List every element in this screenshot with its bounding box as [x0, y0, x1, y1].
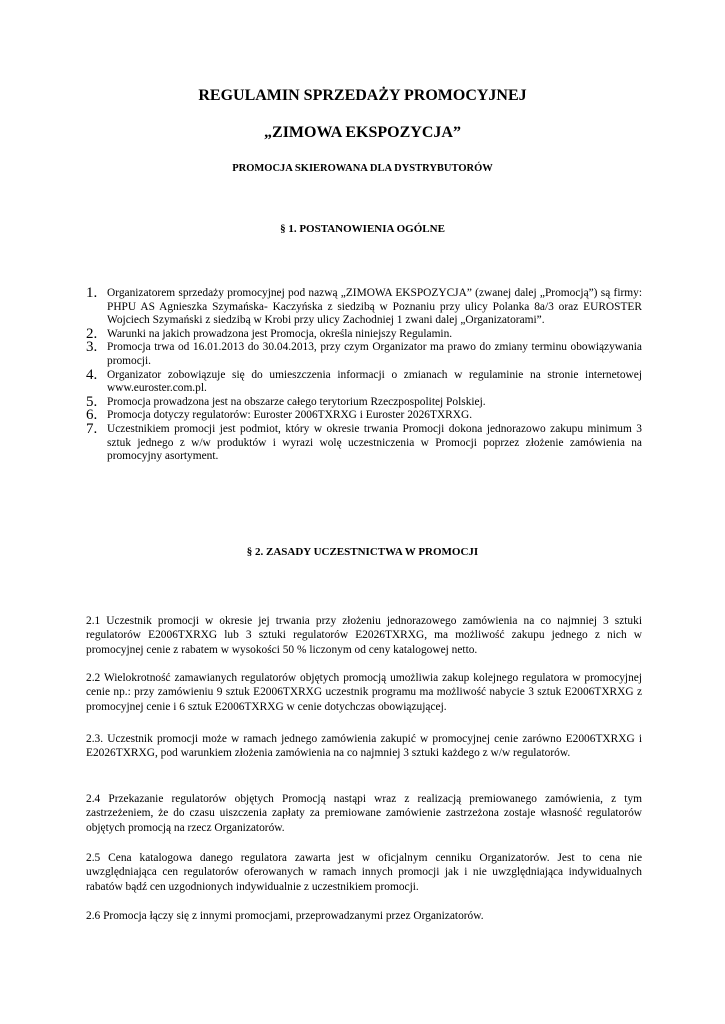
section-2-heading: § 2. ZASADY UCZESTNICTWA W PROMOCJI — [246, 546, 479, 558]
list-item-text: Uczestnikiem promocji jest podmiot, który w okresie trwania Promocji dokona jednorazowo zakupu minimum 3 sztuk jednego z w/w produktów i wyrazi wolę uczestniczenia w Promocji poprzez złożenie zamówienia na promocyjny asortyment. — [107, 422, 642, 463]
list-item — [86, 420, 642, 464]
list-item-text: Organizator zobowiązuje się do umieszczenia informacji o zmianach w regulaminie na stronie internetowej www.euroster.com.pl. — [107, 368, 642, 395]
list-item-number: 7. — [86, 420, 98, 437]
list-item-number: 1. — [86, 285, 98, 301]
paragraph-2-6: 2.6 Promocja łączy się z innymi promocjami, przeprowadzanymi przez Organizatorów. — [86, 910, 484, 922]
promotion-name: „ZIMOWA EKSPOZYCJA” — [264, 124, 461, 141]
paragraph-2-2: 2.2 Wielokrotność zamawianych regulatorów objętych promocją umożliwia zakup kolejnego regulatora w promocyjnej cenie np.: przy zamówieniu 9 sztuk E2006TXRXG uczestnik programu ma możliwość nabycie 3 sztuk E2006TXRXG z promocyjnej cenie i 6 sztuk E2006TXRXG w cenie dotychczas obowiązującej. — [86, 672, 642, 713]
list-item — [86, 287, 642, 328]
section-1-heading: § 1. POSTANOWIENIA OGÓLNE — [280, 223, 445, 235]
list-item-number: 6. — [86, 407, 98, 424]
list-item — [86, 366, 642, 396]
list-item-number: 4. — [86, 366, 98, 383]
paragraph-2-4: 2.4 Przekazanie regulatorów objętych Promocją nastąpi wraz z realizacją premiowanego zamówienia, z tym zastrzeżeniem, że do czasu uiszczenia zapłaty za premiowane zamówienie zastrzeżona zostaje własność regulatorów objętych promocją na rzecz Organizatorów. — [86, 793, 642, 834]
list-item-number: 5. — [86, 393, 98, 410]
list-item-text: Promocja dotyczy regulatorów: Euroster 2006TXRXG i Euroster 2026TXRXG. — [107, 409, 473, 422]
general-provisions-list — [86, 287, 642, 464]
list-item-number: 2. — [86, 325, 98, 342]
list-item — [86, 341, 642, 368]
list-item-text: Promocja prowadzona jest na obszarze całego terytorium Rzeczpospolitej Polskiej. — [107, 395, 486, 408]
list-item-text: Promocja trwa od 16.01.2013 do 30.04.2013, przy czym Organizator ma prawo do zmiany terminu obowiązywania promocji. — [107, 341, 642, 367]
paragraph-2-3: 2.3. Uczestnik promocji może w ramach jednego zamówienia zakupić w promocyjnej cenie zarówno E2006TXRXG i E2026TXRXG, pod warunkiem złożenia zamówienia na co najmniej 3 sztuki każdego z w/w regulatorów. — [86, 733, 642, 760]
document-title: REGULAMIN SPRZEDAŻY PROMOCYJNEJ — [198, 87, 527, 104]
list-item — [86, 393, 642, 410]
paragraph-2-1: 2.1 Uczestnik promocji w okresie jej trwania przy złożeniu jednorazowego zamówienia na co najmniej 3 sztuki regulatorów E2006TXRXG lub 3 sztuki regulatorów E2026TXRXG, ma możliwość zakupu jednego z nich w promocyjnej cenie z rabatem w wysokości 50 % liczonym od ceny katalogowej netto. — [86, 615, 642, 656]
promotion-audience: PROMOCJA SKIEROWANA DLA DYSTRYBUTORÓW — [232, 163, 493, 174]
list-item-number: 3. — [86, 339, 98, 356]
paragraph-2-5: 2.5 Cena katalogowa danego regulatora zawarta jest w oficjalnym cenniku Organizatorów. Jest to cena nie uwzględniająca cen regulatorów oferowanych w ramach innych promocji jak i nie uwzględniająca indywidualnych rabatów bądź cen uzgodnionych indywidualnie z uczestnikiem promocji. — [86, 852, 642, 893]
list-item — [86, 409, 642, 423]
list-item — [86, 325, 642, 342]
list-item-text: Organizatorem sprzedaży promocyjnej pod nazwą „ZIMOWA EKSPOZYCJA” (zwanej dalej „Promocją”) są firmy: PHPU AS Agnieszka Szymańska- Kaczyńska z siedzibą w Poznaniu przy ulicy Polanka 8a/3 oraz EUROSTER Wojciech Szymański z siedzibą w Krobi przy ulicy Zachodniej 1 zwani dalej „Organizatorami”. — [107, 287, 642, 327]
list-item-text: Warunki na jakich prowadzona jest Promocja, określa niniejszy Regulamin. — [107, 327, 453, 340]
